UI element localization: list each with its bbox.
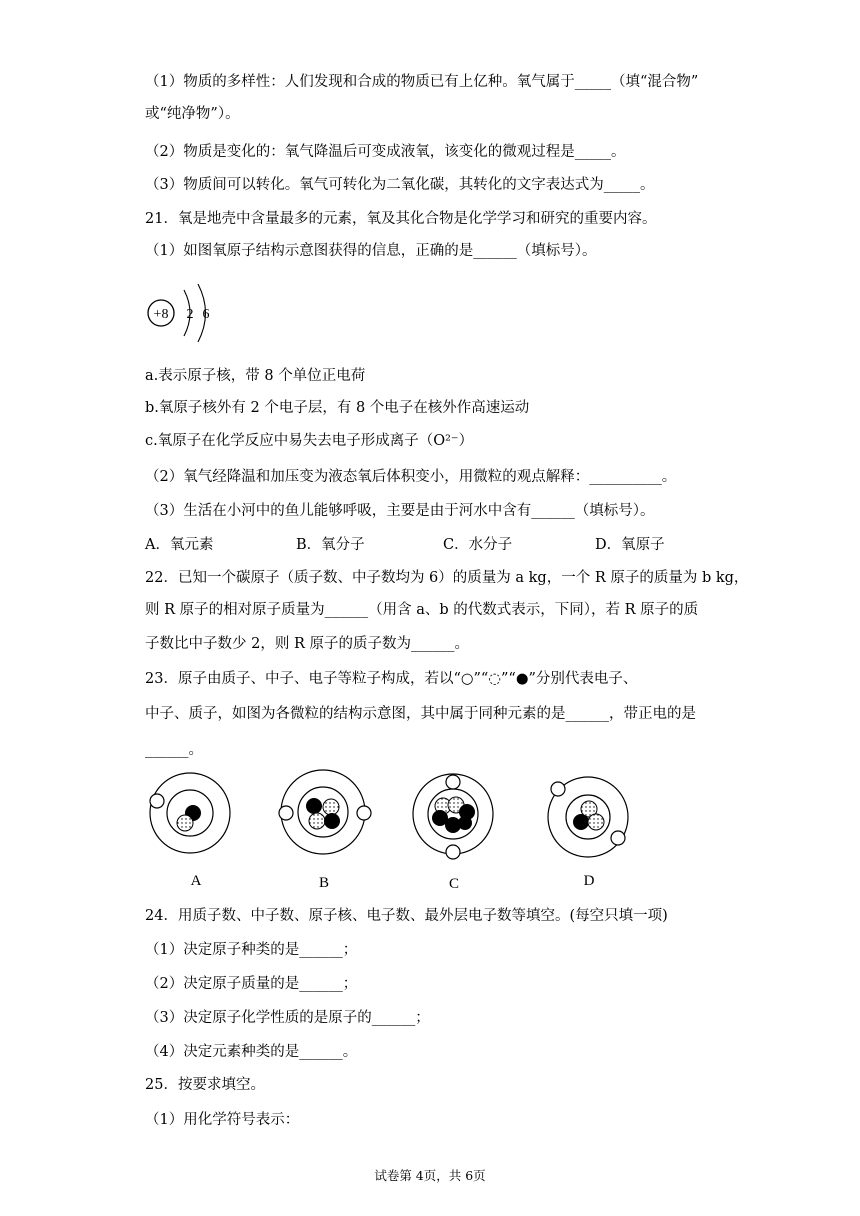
particle-label: A [190,873,202,889]
particle-diagrams [140,765,640,895]
choice-a: A．氧元素 [145,537,214,553]
text-line: （3）生活在小河中的鱼儿能够呼吸，主要是由于河水中含有______（填标号）。 [145,503,655,519]
text-line: （1）决定原子种类的是______； [145,942,358,958]
shell-2-electrons: 6 [202,307,210,322]
option-c: c.氧原子在化学反应中易失去电子形成离子（O²⁻） [145,433,474,449]
text-line: 或“纯净物”）。 [145,106,240,122]
page-footer: 试卷第 4页，共 6页 [374,1168,486,1183]
shell-1-electrons: 2 [186,307,194,322]
question-23: 23．原子由质子、中子、电子等粒子构成，若以“○”“◌”“●”分别代表电子、 [145,671,638,687]
text-line: （3）决定原子化学性质的是原子的______； [145,1010,430,1026]
text-line: ______。 [145,742,203,758]
question-21: 21．氧是地壳中含量最多的元素，氧及其化合物是化学学习和研究的重要内容。 [145,211,657,227]
text-line: （2）氧气经降温和加压变为液态氧后体积变小，用微粒的观点解释：__________。 [145,469,677,485]
particle-label: D [583,873,595,889]
question-24: 24．用质子数、中子数、原子核、电子数、最外层电子数等填空。(每空只填一项) [145,908,668,924]
oxygen-atom-diagram [144,282,224,346]
question-22: 22．已知一个碳原子（质子数、中子数均为 6）的质量为 a kg，一个 R 原子的质量为 b kg， [145,570,749,586]
particle-d [548,777,628,889]
text-line: 则 R 原子的相对原子质量为______（用含 a、b 的代数式表示，下同），若 R 原子的质 [145,602,699,618]
particle-b [279,770,371,891]
text-line: （1）用化学符号表示： [145,1112,300,1128]
particle-c [413,774,493,892]
text-line: （4）决定元素种类的是______。 [145,1044,358,1060]
option-a: a.表示原子核，带 8 个单位正电荷 [145,368,366,384]
option-b: b.氧原子核外有 2 个电子层，有 8 个电子在核外作高速运动 [145,400,530,416]
text-line: （3）物质间可以转化。氧气可转化为二氧化碳，其转化的文字表达式为_____。 [145,177,655,193]
question-25: 25．按要求填空。 [145,1077,265,1093]
particle-label: C [448,876,460,892]
text-line: （1）物质的多样性：人们发现和合成的物质已有上亿种。氧气属于_____（填“混合物” [145,74,699,90]
nucleus-label: +8 [153,307,169,322]
text-line: （2）物质是变化的：氧气降温后可变成液氧，该变化的微观过程是_____。 [145,144,626,160]
text-line: 子数比中子数少 2，则 R 原子的质子数为______。 [145,636,469,652]
particle-a [150,773,230,889]
text-line: 中子、质子，如图为各微粒的结构示意图，其中属于同种元素的是______，带正电的是 [145,706,696,722]
choice-c: C．水分子 [443,537,513,553]
choice-b: B．氧分子 [296,537,365,553]
text-line: （1）如图氧原子结构示意图获得的信息，正确的是______（填标号）。 [145,243,597,259]
text-line: （2）决定原子质量的是______； [145,976,358,992]
particle-label: B [318,875,330,891]
choice-d: D．氧原子 [595,537,665,553]
